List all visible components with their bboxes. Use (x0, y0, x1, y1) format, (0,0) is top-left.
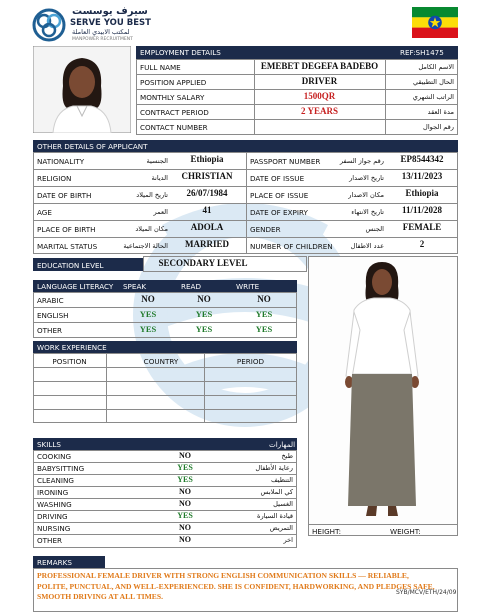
english-read: YES (195, 309, 213, 319)
language-name: OTHER (37, 326, 62, 335)
position-arabic: الحال التطبيقي (412, 78, 454, 86)
passport-value: EP8544342 (400, 154, 444, 164)
work-col-country: COUNTRY (143, 357, 179, 366)
arabic-speak: NO (141, 294, 155, 304)
issue-place-value: Ethiopia (405, 188, 439, 198)
skill-arabic: قيادة السيارة (257, 512, 293, 520)
work-experience-title: WORK EXPERIENCE (37, 343, 107, 352)
skill-arabic: التنظيف (270, 476, 293, 484)
issue-place-label: PLACE OF ISSUE (250, 191, 309, 200)
language-name: ARABIC (37, 296, 64, 305)
work-col-position: POSITION (52, 357, 87, 366)
weight-label: WEIGHT: (390, 527, 421, 536)
salary-value: 1500QR (303, 91, 336, 101)
skill-value: YES (177, 463, 193, 472)
skill-arabic: التمريض (269, 524, 293, 532)
employment-title: EMPLOYMENT DETAILS (140, 48, 221, 57)
brand-tag: MANPOWER RECRUITMENT (72, 37, 133, 42)
position-label: POSITION APPLIED (140, 78, 207, 87)
skill-arabic: اخر (283, 536, 293, 544)
marital-arabic: الحالة الاجتماعية (123, 242, 168, 250)
skill-name: DRIVING (37, 512, 68, 521)
salary-label: MONTHLY SALARY (140, 93, 205, 102)
marital-label: MARITAL STATUS (37, 242, 98, 251)
age-arabic: العمر (153, 208, 168, 216)
other-details-header (33, 140, 458, 152)
skill-value: YES (177, 511, 193, 520)
skill-value: YES (177, 475, 193, 484)
full-name-label: FULL NAME (140, 63, 181, 72)
arabic-write: NO (257, 294, 271, 304)
skill-arabic: الغسيل (273, 500, 293, 508)
skill-value: NO (179, 535, 191, 544)
contract-arabic: مدة العقد (427, 108, 454, 116)
skill-name: BABYSITTING (37, 464, 85, 473)
position-value: DRIVER (301, 76, 338, 86)
birth-place-value: ADOLA (190, 222, 224, 232)
expiry-arabic: تاريخ الانتهاء (351, 208, 384, 216)
issue-place-arabic: مكان الاصدار (348, 191, 384, 199)
nationality-label: NATIONALITY (37, 157, 85, 166)
nationality-arabic: الجنسية (146, 157, 168, 165)
contract-value: 2 YEARS (301, 106, 338, 116)
contact-arabic: رقم الجوال (423, 123, 454, 131)
brand-arabic: سيرف يوسست (72, 6, 148, 17)
gender-arabic: الجنس (365, 225, 384, 233)
birth-place-arabic: مكان الميلاد (135, 225, 168, 233)
dob-label: DATE OF BIRTH (37, 191, 92, 200)
expiry-value: 11/11/2028 (401, 205, 442, 215)
arabic-read: NO (197, 294, 211, 304)
passport-arabic: رقم جواز السفر (339, 157, 384, 165)
skill-value: NO (179, 451, 191, 460)
skills-title: SKILLS (37, 440, 61, 449)
age-value: 41 (202, 205, 212, 215)
other-write: YES (255, 324, 273, 334)
english-speak: YES (139, 309, 157, 319)
nationality-value: Ethiopia (190, 154, 224, 164)
education-title: EDUCATION LEVEL (37, 261, 104, 270)
education-value: SECONDARY LEVEL (158, 258, 248, 268)
skill-name: WASHING (37, 500, 72, 509)
english-write: YES (255, 309, 273, 319)
skill-value: NO (179, 523, 191, 532)
work-experience-header (33, 341, 297, 353)
gender-label: GENDER (250, 225, 281, 234)
issue-date-label: DATE OF ISSUE (250, 174, 305, 183)
language-name: ENGLISH (37, 311, 69, 320)
children-value: 2 (419, 239, 425, 249)
remarks-code: SYB/MCV/ETH/24/09 (396, 589, 457, 596)
other-read: YES (195, 324, 213, 334)
gender-value: FEMALE (402, 222, 442, 232)
language-col-literacy: LANGUAGE LITERACY (37, 282, 114, 291)
brand-arabic-sub: لمكتب الابيدي العاملة (72, 28, 130, 36)
skills-header (33, 438, 297, 450)
skill-name: CLEANING (37, 476, 74, 485)
logo-emblem-icon (32, 8, 66, 42)
children-arabic: عدد الاطفال (350, 242, 384, 250)
brand-name: SERVE YOU BEST (70, 18, 151, 28)
height-label: HEIGHT: (312, 527, 342, 536)
full-name-value: EMEBET DEGEFA BADEBO (260, 61, 379, 71)
skill-arabic: رعاية الأطفال (255, 464, 293, 472)
other-details-title: OTHER DETAILS OF APPLICANT (37, 142, 148, 151)
language-col-speak: SPEAK (123, 282, 147, 291)
ethiopia-flag-icon (412, 7, 458, 38)
language-col-read: READ (181, 282, 201, 291)
skill-name: OTHER (37, 536, 62, 545)
salary-arabic: الراتب الشهري (412, 93, 454, 101)
language-header (33, 280, 297, 292)
reference-number: REF:SH1475 (400, 48, 444, 57)
religion-value: CHRISTIAN (181, 171, 233, 181)
religion-arabic: الديانة (151, 174, 168, 182)
skill-value: NO (179, 499, 191, 508)
work-col-period: PERIOD (236, 357, 265, 366)
other-speak: YES (139, 324, 157, 334)
education-header (33, 258, 143, 271)
skill-arabic: كي الملابس (260, 488, 293, 496)
marital-value: MARRIED (185, 239, 229, 249)
passport-label: PASSPORT NUMBER (250, 157, 321, 166)
employment-header (136, 46, 458, 59)
skill-value: NO (179, 487, 191, 496)
children-label: NUMBER OF CHILDREN (250, 242, 333, 251)
language-col-write: WRITE (236, 282, 260, 291)
contract-label: CONTRACT PERIOD (140, 108, 209, 117)
brand-logo (32, 6, 162, 46)
birth-place-label: PLACE OF BIRTH (37, 225, 96, 234)
issue-date-value: 13/11/2023 (401, 171, 443, 181)
remarks-text: PROFESSIONAL FEMALE DRIVER WITH STRONG ENGLISH COMMUNICATION SKILLS — RELIABLE, POLITE, PUNCTUAL, AND WELL-EXPERIENCED. SHE IS CONFIDENT, HARDWORKING, AND PLEDGES SAFE, SMOOTH DRIVING AT ALL TIMES. (37, 571, 435, 601)
skills-title-arabic: المهارات (269, 440, 296, 449)
skill-arabic: طبخ (281, 452, 293, 460)
remarks-title: REMARKS (37, 558, 72, 567)
remarks-header (33, 556, 105, 568)
skill-name: IRONING (37, 488, 69, 497)
religion-label: RELIGION (37, 174, 72, 183)
expiry-label: DATE OF EXPIRY (250, 208, 308, 217)
issue-date-arabic: تاريخ الاصدار (349, 174, 384, 182)
skill-name: NURSING (37, 524, 71, 533)
skill-name: COOKING (37, 452, 72, 461)
dob-value: 26/07/1984 (186, 188, 228, 198)
contact-label: CONTACT NUMBER (140, 123, 208, 132)
dob-arabic: تاريخ الميلاد (136, 191, 168, 199)
full-name-arabic: الاسم الكامل (418, 63, 454, 71)
age-label: AGE (37, 208, 52, 217)
applicant-portrait-photo (33, 46, 131, 133)
applicant-full-body-photo (330, 258, 434, 522)
